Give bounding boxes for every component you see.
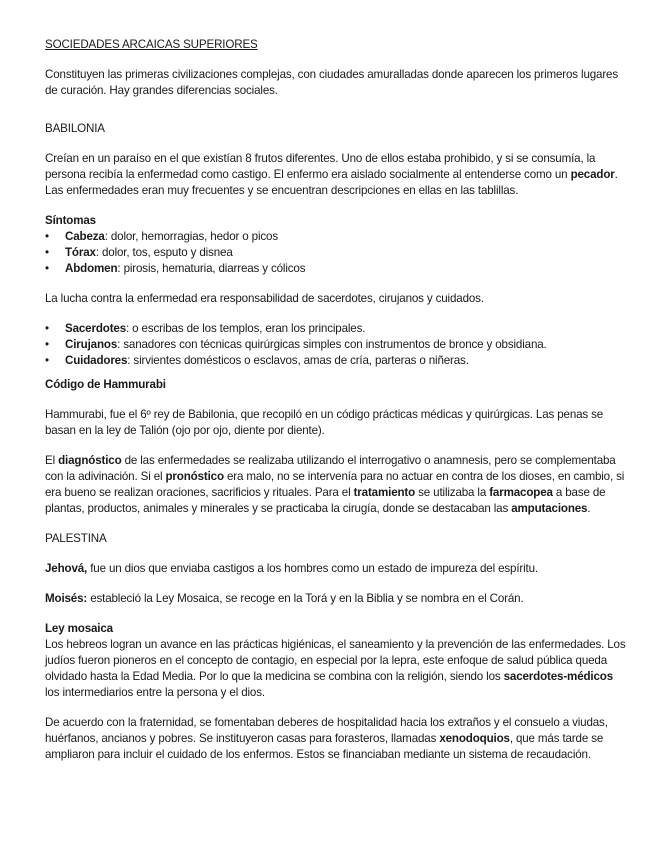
list-item: • Sacerdotes: o escribas de los templos, eran los principales. [45,321,626,337]
ley-mosaica-paragraph: Los hebreos logran un avance en las prácticas higiénicas, el saneamiento y la prevención de las enfermedades. Los judíos fueron pioneros en el concepto de contagio, en especial por la lepra, este enfoque de salud pública queda olvidado hasta la Edad Media. Por lo que la medicina se combina con la religión, siendo los sacerdotes-médicos los intermediarios entre la persona y el dios. [45,638,626,699]
ley-mosaica-heading: Ley mosaica [45,622,113,635]
list-item: • Cirujanos: sanadores con técnicas quirúrgicas simples con instrumentos de bronce y obsidiana. [45,337,626,353]
hammurabi-heading: Código de Hammurabi [45,378,166,391]
list-item: • Tórax: dolor, tos, esputo y disnea [45,245,626,261]
diagnostico-paragraph: El diagnóstico de las enfermedades se realizaba utilizando el interrogativo o anamnesis, pero se complementaba con la adivinación. Si el pronóstico era malo, no se intervenía para no actuar en contra de los dioses, en cambio, si era bueno se realizan oraciones, sacrificios y rituales. Para el tratamiento se utilizaba la farmacopea a base de plantas, productos, animales y minerales y se practicaba la cirugía, donde se destacaban las amputaciones. [45,454,625,515]
roles-list [45,321,626,369]
babilonia-paragraph: Creían en un paraíso en el que existían 8 frutos diferentes. Uno de ellos estaba prohibido, y si se consumía, la persona recibía la enfermedad como castigo. El enfermo era aislado socialmente al entenderse como un pecador. Las enfermedades eran muy frecuentes y se encuentran descripciones en ellas en las tablillas. [45,152,618,197]
jehova-paragraph: Jehová, fue un dios que enviaba castigos a los hombres como un estado de impureza del espíritu. [45,562,538,575]
sintomas-heading: Síntomas [45,214,96,227]
list-item: • Cabeza: dolor, hemorragias, hedor o picos [45,229,626,245]
main-heading: SOCIEDADES ARCAICAS SUPERIORES [45,38,258,51]
palestina-heading: PALESTINA [45,532,107,545]
sintomas-list [45,229,626,277]
list-item: • Abdomen: pirosis, hematuria, diarreas y cólicos [45,261,626,277]
hammurabi-paragraph: Hammurabi, fue el 6º rey de Babilonia, que recopiló en un código prácticas médicas y quirúrgicas. Las penas se basan en la ley de Talión (ojo por ojo, diente por diente). [45,408,604,437]
lucha-paragraph: La lucha contra la enfermedad era responsabilidad de sacerdotes, cirujanos y cuidados. [45,292,484,305]
moises-paragraph: Moisés: estableció la Ley Mosaica, se recoge en la Torá y en la Biblia y se nombra en el Corán. [45,592,524,605]
babilonia-heading: BABILONIA [45,122,105,135]
fraternidad-paragraph: De acuerdo con la fraternidad, se fomentaban deberes de hospitalidad hacia los extraños y el consuelo a viudas, huérfanos, ancianos y pobres. Se instituyeron casas para forasteros, llamadas xenodoquios, que más tarde se ampliaron para incluir el cuidado de los enfermos. Estos se financiaban mediante un sistema de recaudación. [45,716,608,761]
list-item: • Cuidadores: sirvientes domésticos o esclavos, amas de cría, parteras o niñeras. [45,353,626,369]
intro-paragraph: Constituyen las primeras civilizaciones complejas, con ciudades amuralladas donde aparecen los primeros lugares de curación. Hay grandes diferencias sociales. [45,68,618,97]
